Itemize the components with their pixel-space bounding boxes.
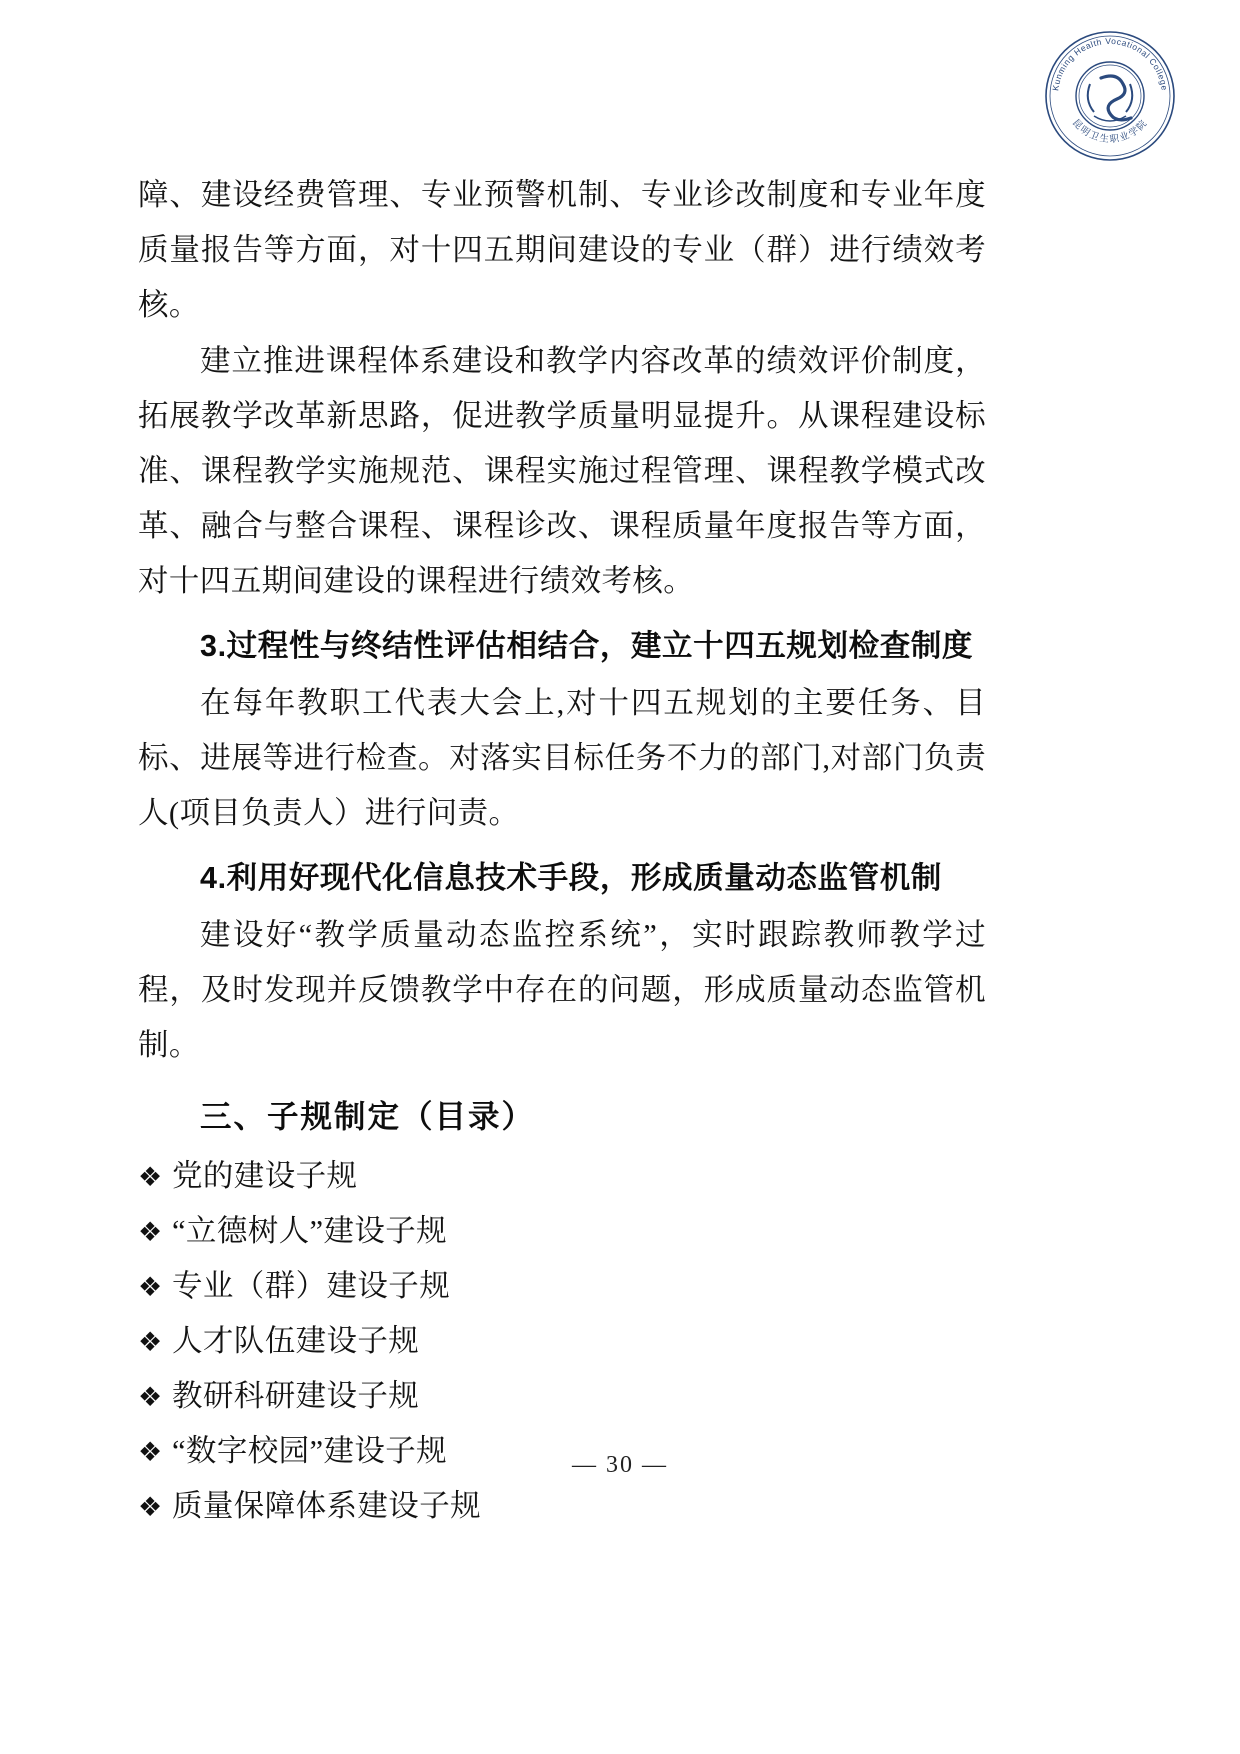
list-item-label: 教研科研建设子规 bbox=[172, 1379, 420, 1413]
list-item bbox=[138, 1259, 986, 1314]
diamond-bullet-icon: ❖ bbox=[138, 1327, 163, 1357]
document-body bbox=[138, 168, 986, 1534]
diamond-bullet-icon: ❖ bbox=[138, 1272, 163, 1302]
paragraph-course-system: 建立推进课程体系建设和教学内容改革的绩效评价制度，拓展教学改革新思路，促进教学质量明显提升。从课程建设标准、课程教学实施规范、课程实施过程管理、课程教学模式改革、融合与整合课程、课程诊改、课程质量年度报告等方面，对十四五期间建设的课程进行绩效考核。 bbox=[138, 344, 986, 598]
list-item-label: “数字校园”建设子规 bbox=[172, 1434, 448, 1468]
college-seal-logo bbox=[1042, 28, 1178, 164]
page-number: — 30 — bbox=[572, 1452, 668, 1478]
paragraph-continuation: 障、建设经费管理、专业预警机制、专业诊改制度和专业年度质量报告等方面，对十四五期间建设的专业（群）进行绩效考核。 bbox=[138, 178, 986, 322]
diamond-bullet-icon: ❖ bbox=[138, 1437, 163, 1467]
diamond-bullet-icon: ❖ bbox=[138, 1162, 163, 1192]
list-item-label: 专业（群）建设子规 bbox=[172, 1269, 451, 1303]
list-item bbox=[138, 1204, 986, 1259]
section-heading-three: 三、子规制定（目录） bbox=[200, 1098, 536, 1134]
paragraph-item-3: 在每年教职工代表大会上,对十四五规划的主要任务、目标、进展等进行检查。对落实目标任务不力的部门,对部门负责人(项目负责人）进行问责。 bbox=[138, 686, 986, 830]
diamond-bullet-icon: ❖ bbox=[138, 1382, 163, 1412]
svg-text:昆明卫生职业学院: 昆明卫生职业学院 bbox=[1069, 117, 1151, 146]
list-item bbox=[138, 1149, 986, 1204]
list-item-label: 质量保障体系建设子规 bbox=[172, 1489, 481, 1523]
heading-item-4: 4.利用好现代化信息技术手段，形成质量动态监管机制 bbox=[200, 861, 942, 895]
list-item-label: “立德树人”建设子规 bbox=[172, 1214, 448, 1248]
diamond-bullet-icon: ❖ bbox=[138, 1217, 163, 1247]
list-item-label: 人才队伍建设子规 bbox=[172, 1324, 420, 1358]
list-item bbox=[138, 1314, 986, 1369]
diamond-bullet-icon: ❖ bbox=[138, 1492, 163, 1522]
heading-item-3: 3.过程性与终结性评估相结合，建立十四五规划检查制度 bbox=[200, 629, 974, 663]
list-item-label: 党的建设子规 bbox=[172, 1159, 358, 1193]
list-item bbox=[138, 1479, 986, 1534]
svg-text:Kunming Health Vocational Coll: Kunming Health Vocational College bbox=[1050, 35, 1170, 92]
paragraph-item-4: 建设好“教学质量动态监控系统”，实时跟踪教师教学过程，及时发现并反馈教学中存在的问题，形成质量动态监管机制。 bbox=[138, 918, 986, 1062]
list-item bbox=[138, 1369, 986, 1424]
seal-icon bbox=[1042, 28, 1178, 164]
